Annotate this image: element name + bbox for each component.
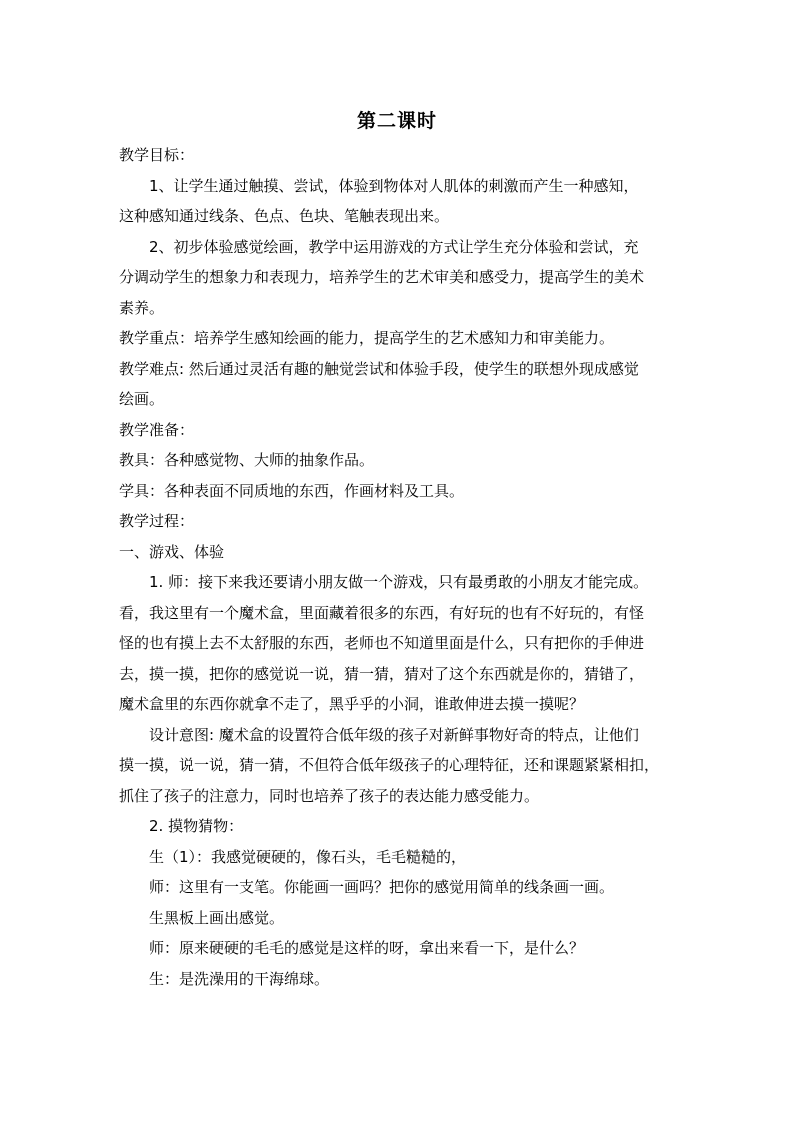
paragraph <box>119 232 684 324</box>
text-line: 教学重点：培养学生感知绘画的能力，提高学生的艺术感知力和审美能力。 <box>119 329 615 347</box>
paragraph <box>119 415 684 446</box>
paragraph <box>119 323 684 354</box>
text-line: 师：这里有一支笔。你能画一画吗？把你的感觉用简单的线条画一画。 <box>149 878 615 896</box>
text-line: 去，摸一摸，把你的感觉说一说，猜一猜，猜对了这个东西就是你的，猜错了， <box>119 664 645 683</box>
text-line: 怪的也有摸上去不太舒服的东西，老师也不知道里面是什么，只有把你的手伸进 <box>119 634 645 652</box>
paragraph <box>119 903 684 934</box>
text-line: 分调动学生的想象力和表现力，培养学生的艺术审美和感受力，提高学生的美术 <box>119 268 645 286</box>
text-line: 生（1）：我感觉硬硬的，像石头，毛毛糙糙的， <box>149 847 467 866</box>
text-line: 这种感知通过线条、色点、色块、笔触表现出来。 <box>119 207 450 225</box>
text-line: 教学准备： <box>119 420 195 439</box>
text-line: 魔术盒里的东西你就拿不走了，黑乎乎的小洞，谁敢伸进去摸一摸呢？ <box>119 695 585 713</box>
text-line: 2、初步体验感觉绘画，教学中运用游戏的方式让学生充分体验和尝试，充 <box>149 237 639 256</box>
paragraph <box>119 354 684 415</box>
text-line: 绘画。 <box>119 390 165 408</box>
text-line: 1、让学生通过触摸、尝试，体验到物体对人肌体的刺激而产生一种感知， <box>149 176 639 195</box>
text-line: 教学难点: 然后通过灵活有趣的触觉尝试和体验手段，使学生的联想外现成感觉 <box>119 359 639 378</box>
text-line: 素养。 <box>119 298 165 317</box>
text-line: 看，我这里有一个魔术盒，里面藏着很多的东西，有好玩的也有不好玩的，有怪 <box>119 603 645 622</box>
paragraph <box>119 811 684 842</box>
paragraph <box>119 537 684 568</box>
text-line: 1. 师：接下来我还要请小朋友做一个游戏，只有最勇敢的小朋友才能完成。 <box>149 573 649 591</box>
paragraph <box>119 964 684 995</box>
paragraph <box>119 720 684 812</box>
document-body <box>119 140 684 994</box>
paragraph <box>119 171 684 232</box>
paragraph <box>119 476 684 507</box>
paragraph <box>119 506 684 537</box>
paragraph <box>119 872 684 903</box>
text-line: 2. 摸物猜物： <box>149 817 244 835</box>
text-line: 摸一摸，说一说，猜一猜，不但符合低年级孩子的心理特征，还和课题紧紧相扣， <box>119 756 660 774</box>
text-line: 教学过程： <box>119 512 195 530</box>
text-line: 生黑板上画出感觉。 <box>149 908 285 927</box>
text-line: 生：是洗澡用的干海绵球。 <box>149 969 330 988</box>
text-line: 一、游戏、体验 <box>119 542 225 561</box>
document-title: 第二课时 <box>356 110 437 132</box>
text-line: 教学目标： <box>119 146 195 164</box>
text-line: 抓住了孩子的注意力，同时也培养了孩子的表达能力感受能力。 <box>119 786 540 805</box>
text-line: 设计意图: 魔术盒的设置符合低年级的孩子对新鲜事物好奇的特点，让他们 <box>149 725 639 744</box>
text-line: 教具：各种感觉物、大师的抽象作品。 <box>119 451 375 469</box>
text-line: 学具：各种表面不同质地的东西，作画材料及工具。 <box>119 481 465 500</box>
paragraph <box>119 445 684 476</box>
paragraph <box>119 567 684 720</box>
paragraph <box>119 842 684 873</box>
paragraph <box>119 140 684 171</box>
text-line: 师：原来硬硬的毛毛的感觉是这样的呀，拿出来看一下，是什么？ <box>149 939 585 957</box>
paragraph <box>119 933 684 964</box>
